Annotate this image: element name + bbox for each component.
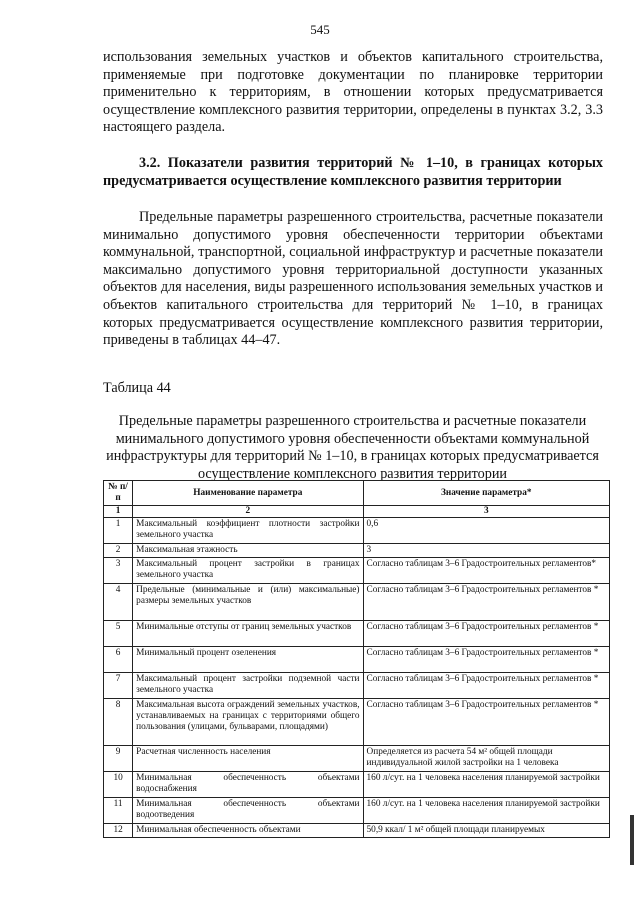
table-caption: Предельные параметры разрешенного строительства и расчетные показатели минимального допустимого уровня обеспеченности объектами коммунальной инфраструктуры для территорий № 1–10, в границах которых предусматривается осуществление комплексного развития территории xyxy=(106,413,599,482)
parameter-value: Определяется из расчета 54 м² общей площади индивидуальной жилой застройки на 1 человека xyxy=(363,746,609,772)
parameter-name: Максимальный процент застройки подземной части земельного участка xyxy=(133,673,363,699)
parameter-name: Расчетная численность населения xyxy=(133,746,363,772)
parameter-value: Согласно таблицам 3–6 Градостроительных регламентов * xyxy=(363,621,609,647)
parameters-table xyxy=(103,480,610,838)
page-number: 545 xyxy=(310,22,330,37)
header-parameter-name: Наименование параметра xyxy=(133,481,363,506)
table-row xyxy=(104,584,610,621)
parameter-name: Минимальные отступы от границ земельных участков xyxy=(133,621,363,647)
parameter-name: Предельные (минимальные и (или) максимальные) размеры земельных участков xyxy=(133,584,363,621)
row-number: 3 xyxy=(104,558,133,584)
parameter-value: Согласно таблицам 3–6 Градостроительных регламентов * xyxy=(363,673,609,699)
row-number: 4 xyxy=(104,584,133,621)
header-parameter-value: Значение параметра* xyxy=(363,481,609,506)
column-number: 1 xyxy=(104,506,133,518)
table-header-row xyxy=(104,481,610,506)
parameter-name: Минимальная обеспеченность объектами водоотведения xyxy=(133,798,363,824)
table-row xyxy=(104,824,610,838)
parameter-name: Минимальная обеспеченность объектами водоснабжения xyxy=(133,772,363,798)
section-heading: 3.2. Показатели развития территорий № 1–10, в границах которых предусматривается осуществление комплексного развития территории xyxy=(103,155,603,189)
parameter-name: Максимальная высота ограждений земельных участков, устанавливаемых на границах с территориями общего пользования (улицами, бульварами, площадями) xyxy=(133,699,363,746)
scan-edge-mark xyxy=(630,815,634,865)
row-number: 6 xyxy=(104,647,133,673)
parameter-name: Максимальный коэффициент плотности застройки земельного участка xyxy=(133,518,363,544)
parameter-name: Минимальный процент озеленения xyxy=(133,647,363,673)
parameter-value: 50,9 ккал/ 1 м² общей площади планируемых xyxy=(363,824,609,838)
table-row xyxy=(104,798,610,824)
row-number: 7 xyxy=(104,673,133,699)
parameter-name: Максимальная этажность xyxy=(133,544,363,558)
parameter-name: Минимальная обеспеченность объектами xyxy=(133,824,363,838)
row-number: 5 xyxy=(104,621,133,647)
parameter-value: 3 xyxy=(363,544,609,558)
table-row xyxy=(104,673,610,699)
table-row xyxy=(104,621,610,647)
row-number: 9 xyxy=(104,746,133,772)
row-number: 2 xyxy=(104,544,133,558)
intro-paragraph: использования земельных участков и объектов капитального строительства, применяемые при подготовке документации по планировке территории применительно к территориям, в отношении которых предусматривается осуществление комплексного развития территории, определены в пунктах 3.2, 3.3 настоящего раздела. xyxy=(103,49,603,136)
header-number: № п/п xyxy=(104,481,133,506)
parameter-value: 160 л/сут. на 1 человека населения планируемой застройки xyxy=(363,772,609,798)
parameter-value: Согласно таблицам 3–6 Градостроительных регламентов * xyxy=(363,647,609,673)
column-number-row xyxy=(104,506,610,518)
table-label: Таблица 44 xyxy=(103,380,171,396)
row-number: 11 xyxy=(104,798,133,824)
parameter-value: Согласно таблицам 3–6 Градостроительных регламентов* xyxy=(363,558,609,584)
table-row xyxy=(104,558,610,584)
table-row xyxy=(104,544,610,558)
parameter-value: 0,6 xyxy=(363,518,609,544)
column-number: 2 xyxy=(133,506,363,518)
row-number: 8 xyxy=(104,699,133,746)
table-row xyxy=(104,647,610,673)
parameter-value: Согласно таблицам 3–6 Градостроительных регламентов * xyxy=(363,584,609,621)
table-row xyxy=(104,746,610,772)
row-number: 1 xyxy=(104,518,133,544)
parameter-value: Согласно таблицам 3–6 Градостроительных регламентов * xyxy=(363,699,609,746)
table-body xyxy=(104,506,610,838)
row-number: 12 xyxy=(104,824,133,838)
table-row xyxy=(104,699,610,746)
column-number: 3 xyxy=(363,506,609,518)
table-row xyxy=(104,518,610,544)
parameter-value: 160 л/сут. на 1 человека населения планируемой застройки xyxy=(363,798,609,824)
body-paragraph: Предельные параметры разрешенного строительства, расчетные показатели минимально допустимого уровня обеспеченности территории объектами коммунальной, транспортной, социальной инфраструктур и расчетные показатели максимально допустимого уровня территориальной доступности указанных объектов для населения, виды разрешенного использования земельных участков и объектов капитального строительства для территорий № 1–10, в границах которых предусматривается осуществление комплексного развития территории, приведены в таблицах 44–47. xyxy=(103,209,603,349)
parameter-name: Максимальный процент застройки в границах земельного участка xyxy=(133,558,363,584)
row-number: 10 xyxy=(104,772,133,798)
table-row xyxy=(104,772,610,798)
